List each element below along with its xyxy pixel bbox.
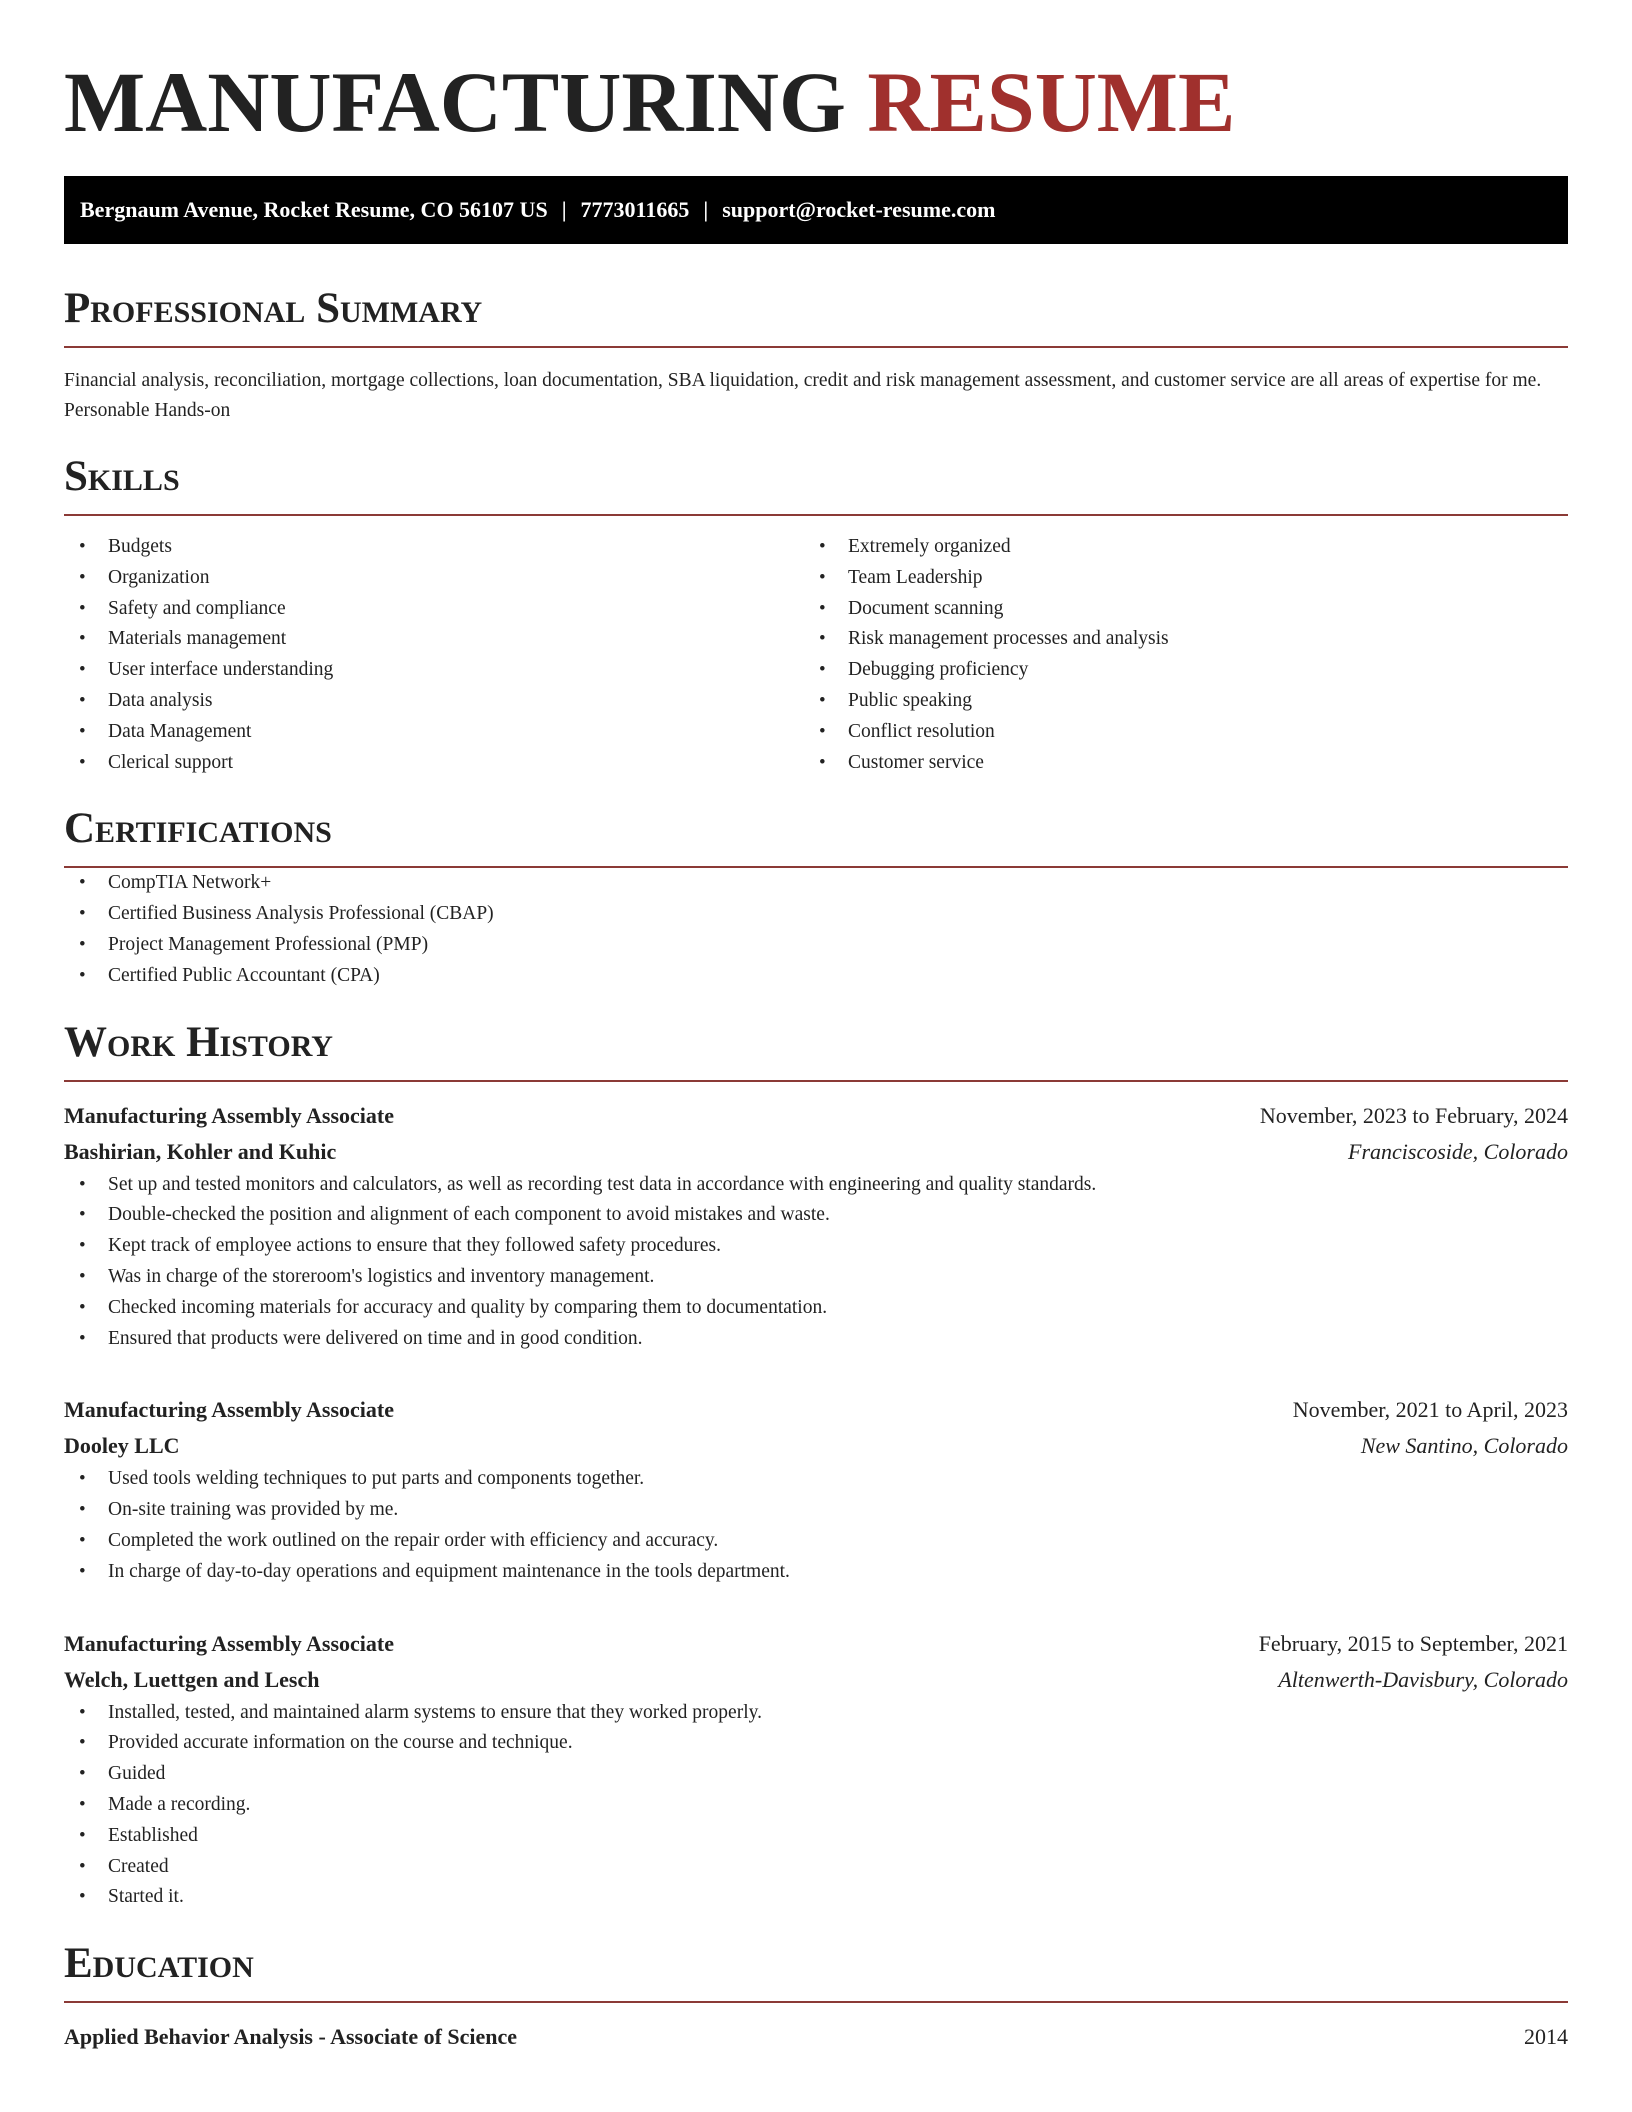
title-main: MANUFACTURING bbox=[64, 54, 846, 150]
contact-bar bbox=[64, 176, 1568, 244]
job-dates: February, 2015 to September, 2021 bbox=[1258, 1630, 1568, 1656]
summary-text: Financial analysis, reconciliation, mortgage collections, loan documentation, SBA liquidation, credit and risk management assessment, and customer service are all areas of expertise for me. Personable Hands-on bbox=[64, 370, 1542, 421]
job-title: Manufacturing Assembly Associate bbox=[64, 1397, 394, 1423]
skill-item: • Budgets bbox=[64, 532, 804, 563]
job-dates: November, 2021 to April, 2023 bbox=[1292, 1397, 1568, 1423]
job-dates: November, 2023 to February, 2024 bbox=[1259, 1102, 1568, 1128]
certifications-heading: Certifications bbox=[64, 804, 1568, 868]
job-header-row bbox=[64, 1392, 1568, 1428]
contact-address: Bergnaum Avenue, Rocket Resume, CO 56107 US bbox=[80, 197, 548, 222]
job-duty: • Created bbox=[64, 1852, 1568, 1883]
job-header-row bbox=[64, 1098, 1568, 1134]
job-company-row bbox=[64, 1134, 1568, 1170]
certification-item: • Certified Business Analysis Professional (CBAP) bbox=[64, 899, 1568, 930]
education-section bbox=[64, 1939, 1568, 2055]
job-duty: • Provided accurate information on the course and technique. bbox=[64, 1728, 1568, 1759]
job-duty: • Guided bbox=[64, 1759, 1568, 1790]
job-entry bbox=[64, 1098, 1568, 1355]
job-location: Franciscoside, Colorado bbox=[1348, 1138, 1568, 1164]
education-heading: Education bbox=[64, 1939, 1568, 2003]
job-duty: • Set up and tested monitors and calculators, as well as recording test data in accordance with engineering and quality standards. bbox=[64, 1170, 1568, 1201]
summary-section bbox=[64, 284, 1568, 426]
job-duty: • Kept track of employee actions to ensure that they followed safety procedures. bbox=[64, 1231, 1568, 1262]
job-entry bbox=[64, 1392, 1568, 1587]
skill-item: • Conflict resolution bbox=[804, 717, 1544, 748]
skills-grid bbox=[64, 532, 1568, 778]
skill-item: • Data Management bbox=[64, 717, 804, 748]
education-entry bbox=[64, 2019, 1568, 2055]
skill-item: • Clerical support bbox=[64, 748, 804, 779]
resume-page bbox=[64, 0, 1568, 2055]
skills-section bbox=[64, 452, 1568, 778]
certification-item: • Certified Public Accountant (CPA) bbox=[64, 961, 1568, 992]
contact-separator: | bbox=[703, 197, 709, 222]
job-company: Welch, Luettgen and Lesch bbox=[64, 1666, 320, 1692]
job-duty: • Made a recording. bbox=[64, 1790, 1568, 1821]
skills-list-right bbox=[804, 532, 1544, 778]
skill-item: • Public speaking bbox=[804, 686, 1544, 717]
job-duty: • Used tools welding techniques to put parts and components together. bbox=[64, 1464, 1568, 1495]
job-company-row bbox=[64, 1662, 1568, 1698]
job-duty: • Started it. bbox=[64, 1882, 1568, 1913]
skill-item: • Document scanning bbox=[804, 594, 1544, 625]
job-header-row bbox=[64, 1626, 1568, 1662]
job-duty: • Installed, tested, and maintained alarm systems to ensure that they worked properly. bbox=[64, 1698, 1568, 1729]
job-title: Manufacturing Assembly Associate bbox=[64, 1630, 394, 1656]
certifications-list bbox=[64, 868, 1568, 991]
job-location: New Santino, Colorado bbox=[1360, 1433, 1568, 1459]
education-degree: Applied Behavior Analysis - Associate of Science bbox=[64, 2024, 518, 2050]
job-company-row bbox=[64, 1428, 1568, 1464]
education-year: 2014 bbox=[1524, 2024, 1568, 2050]
skill-item: • Customer service bbox=[804, 748, 1544, 779]
skill-item: • User interface understanding bbox=[64, 655, 804, 686]
job-entry bbox=[64, 1626, 1568, 1914]
job-title: Manufacturing Assembly Associate bbox=[64, 1102, 394, 1128]
work-history-heading: Work History bbox=[64, 1018, 1568, 1082]
contact-separator: | bbox=[561, 197, 567, 222]
certifications-section bbox=[64, 804, 1568, 991]
summary-heading: Professional Summary bbox=[64, 284, 1568, 348]
certification-item: • Project Management Professional (PMP) bbox=[64, 930, 1568, 961]
job-duty: • On-site training was provided by me. bbox=[64, 1495, 1568, 1526]
job-location: Altenwerth-Davisbury, Colorado bbox=[1278, 1666, 1568, 1692]
contact-phone: 7773011665 bbox=[580, 197, 690, 222]
certification-item: • CompTIA Network+ bbox=[64, 868, 1568, 899]
job-duty: • Double-checked the position and alignment of each component to avoid mistakes and waste. bbox=[64, 1200, 1568, 1231]
skill-item: • Safety and compliance bbox=[64, 594, 804, 625]
skill-item: • Data analysis bbox=[64, 686, 804, 717]
job-duty: • Completed the work outlined on the repair order with efficiency and accuracy. bbox=[64, 1526, 1568, 1557]
job-duty: • Checked incoming materials for accuracy and quality by comparing them to documentation. bbox=[64, 1293, 1568, 1324]
job-duty: • In charge of day-to-day operations and equipment maintenance in the tools department. bbox=[64, 1557, 1568, 1588]
job-duties-list bbox=[64, 1698, 1568, 1914]
work-history-section bbox=[64, 1018, 1568, 1914]
skill-item: • Debugging proficiency bbox=[804, 655, 1544, 686]
title-accent: RESUME bbox=[867, 54, 1236, 150]
job-duty: • Ensured that products were delivered on time and in good condition. bbox=[64, 1324, 1568, 1355]
skill-item: • Materials management bbox=[64, 624, 804, 655]
skill-item: • Extremely organized bbox=[804, 532, 1544, 563]
job-company: Bashirian, Kohler and Kuhic bbox=[64, 1138, 337, 1164]
job-duties-list bbox=[64, 1170, 1568, 1355]
resume-title bbox=[64, 0, 1568, 152]
job-company: Dooley LLC bbox=[64, 1433, 180, 1459]
skill-item: • Organization bbox=[64, 563, 804, 594]
skill-item: • Risk management processes and analysis bbox=[804, 624, 1544, 655]
contact-email: support@rocket-resume.com bbox=[722, 197, 996, 222]
job-duties-list bbox=[64, 1464, 1568, 1587]
skills-list-left bbox=[64, 532, 804, 778]
job-duty: • Established bbox=[64, 1821, 1568, 1852]
job-duty: • Was in charge of the storeroom's logistics and inventory management. bbox=[64, 1262, 1568, 1293]
skill-item: • Team Leadership bbox=[804, 563, 1544, 594]
skills-heading: Skills bbox=[64, 452, 1568, 516]
